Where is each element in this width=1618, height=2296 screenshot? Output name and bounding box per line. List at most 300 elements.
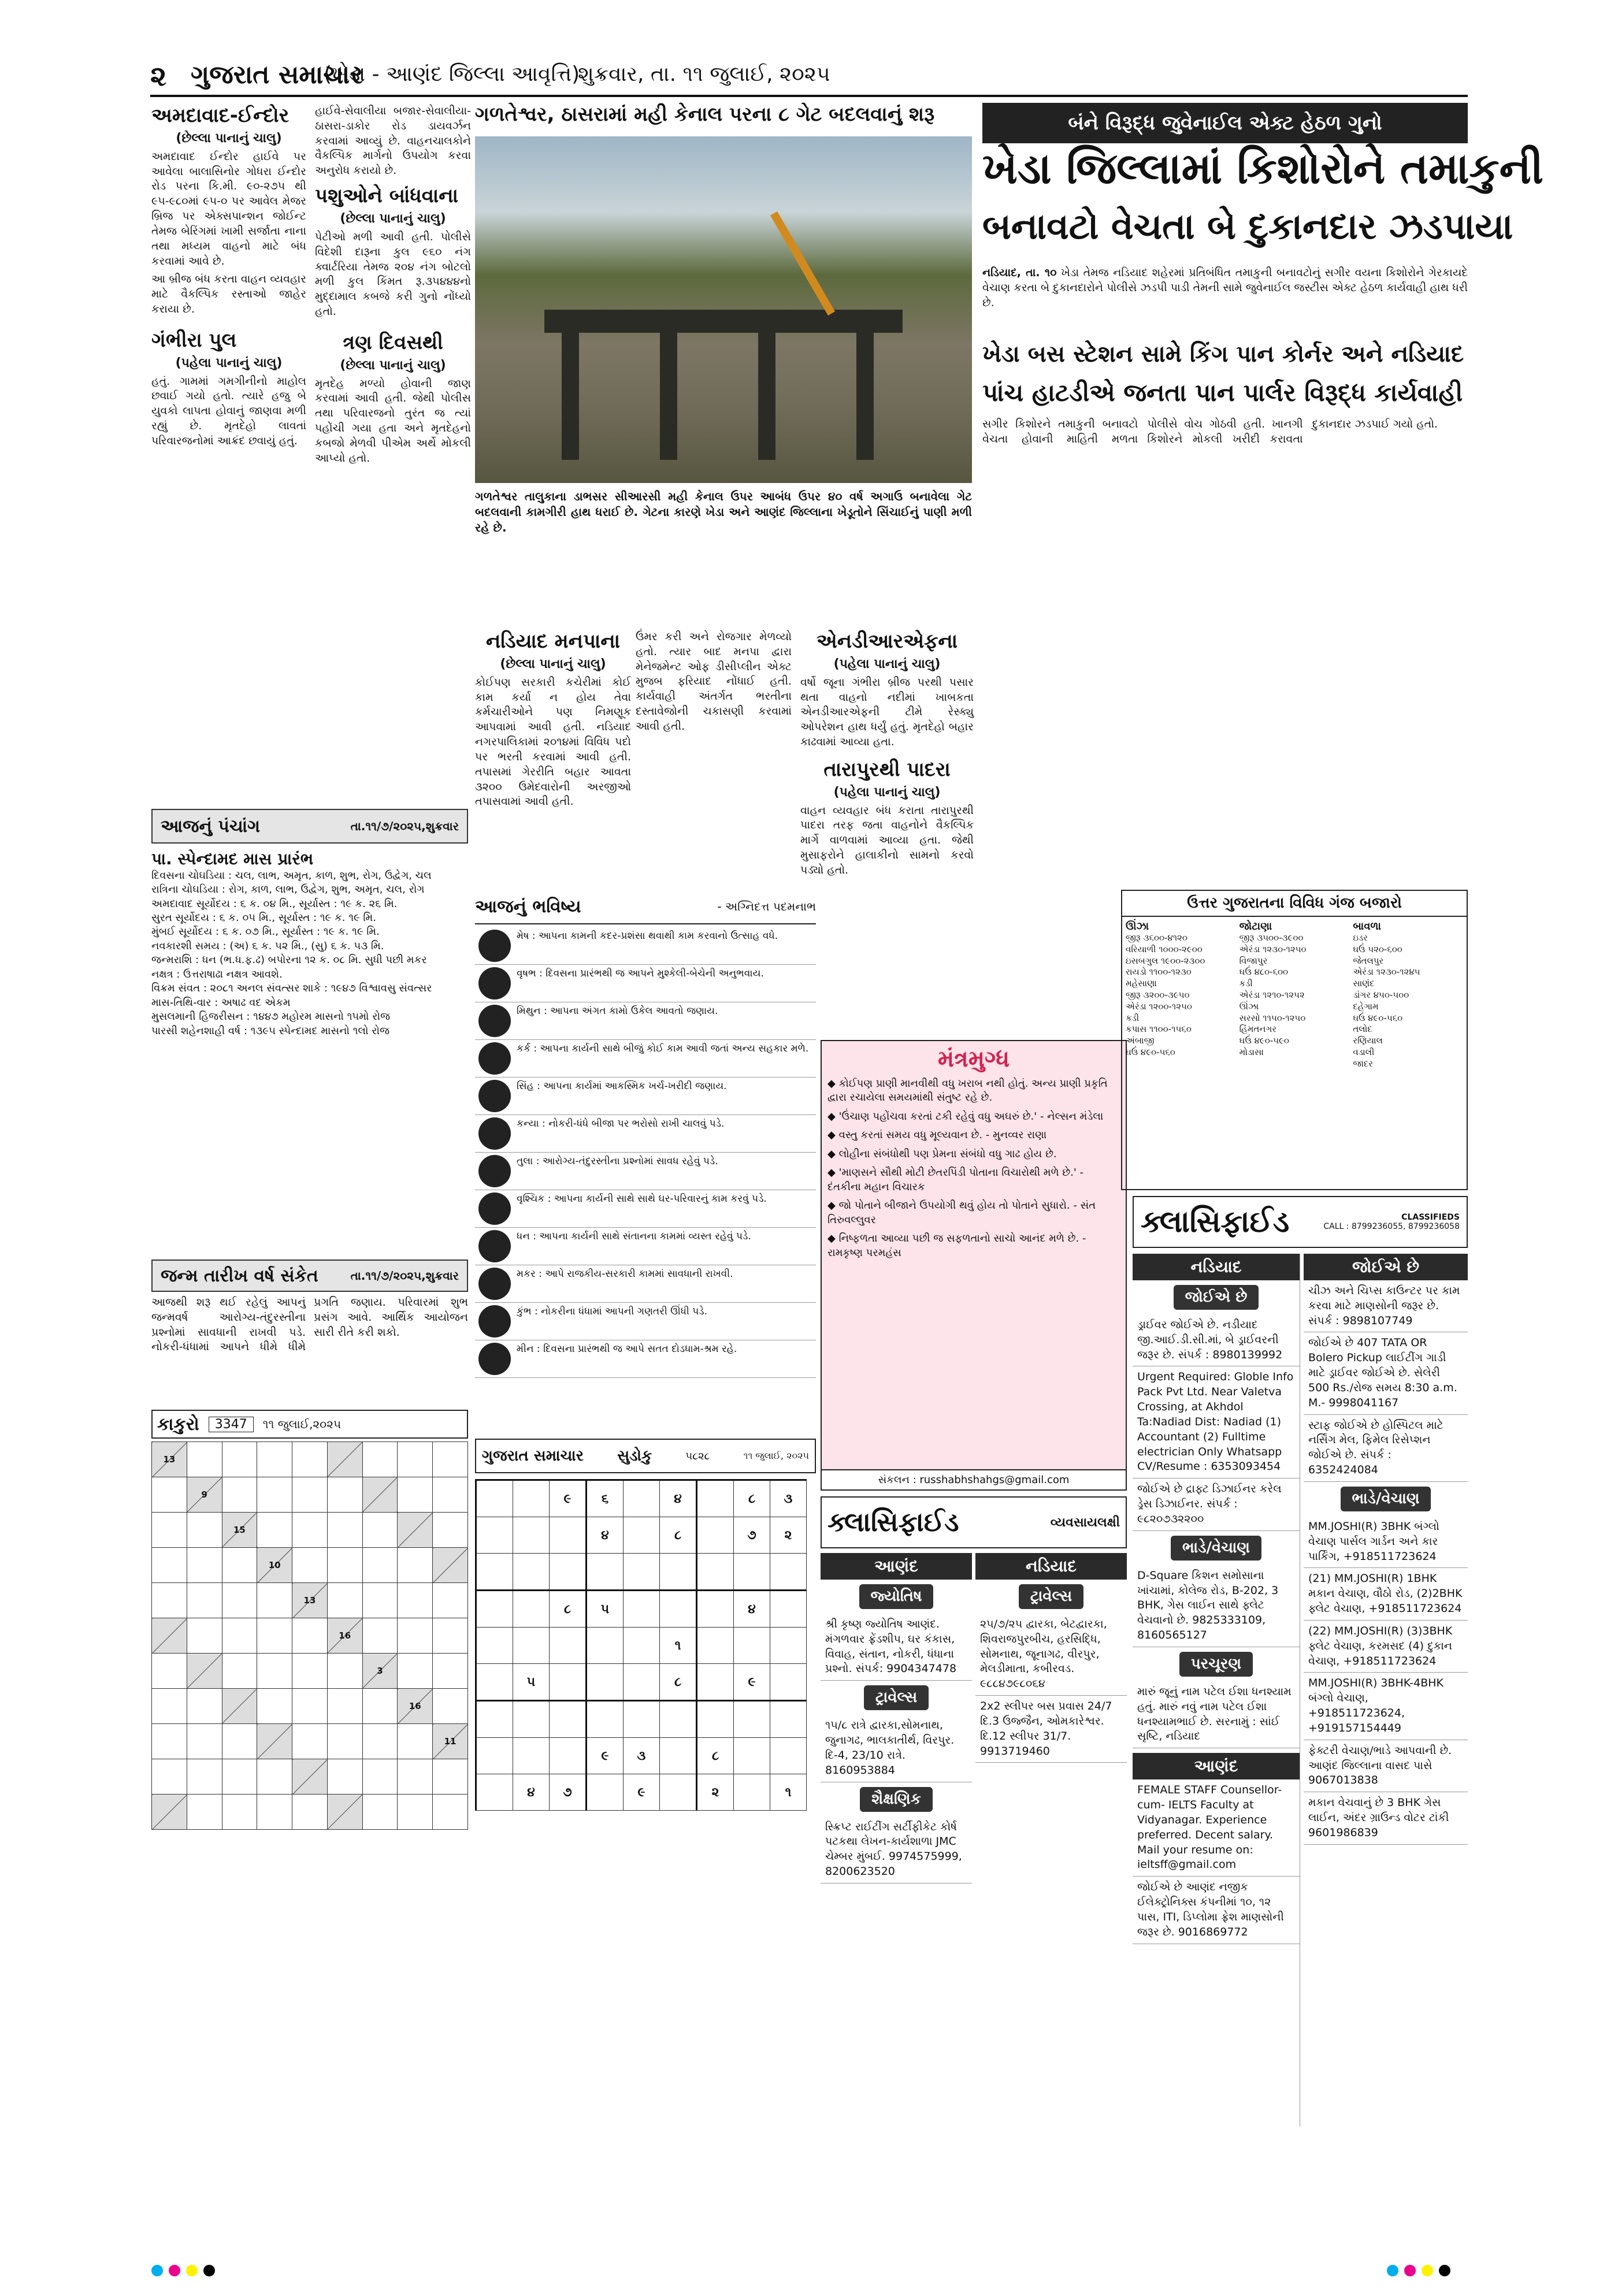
kakuro-cell[interactable] (362, 1795, 398, 1830)
rashi-row (475, 965, 816, 1002)
kakuro-cell[interactable] (292, 1724, 328, 1759)
sudoku-cell[interactable] (770, 1701, 807, 1738)
zodiac-icon (478, 1343, 511, 1375)
rashi-row (475, 1303, 816, 1340)
kakuro-cell[interactable] (433, 1513, 468, 1548)
sudoku-cell[interactable]: ૭ (550, 1774, 587, 1811)
color-registration-marks (151, 2265, 215, 2276)
mantra-item: ◆ 'ઉંચાણ પહોંચવા કરતાં ટકી રહેવું વધુ અઘરું છે.' - નેલ્સન મંડેલા (827, 1110, 1104, 1123)
sudoku-cell[interactable] (624, 1480, 660, 1517)
sudoku-cell[interactable] (587, 1628, 624, 1664)
kakuro-cell[interactable] (398, 1548, 433, 1583)
kakuro-cell[interactable] (152, 1724, 187, 1759)
classified-label: CLASSIFIEDS (1401, 1213, 1460, 1222)
classified-ad: FEMALE STAFF Counsellor- cum- IELTS Faculty at Vidyanagar. Experience preferred. Decent salary. Mail your resume on: ieltsff@gmail.com (1133, 1779, 1300, 1877)
rashi-row (475, 1078, 816, 1115)
rashi-author: - અગ્નિદત્ત પદમનાભ (717, 900, 816, 913)
lead-caption: ગળતેશ્વર તાલુકાના ડાભસર સીઆરસી મહી કેનાલ ઉપર આબંધ ઉપર ૪૦ વર્ષ અગાઉ બનાવેલા ગેટ બદલવાની કામગીરી હાથ ધરાઈ છે. ગેટના કારણે ખેડા અને આણંદ જિલ્લાના ખેડૂતોને સિંચાઈનું પાણી મળી રહે છે. (475, 489, 972, 535)
newspaper-title: ગુજરાત સમાચાર (191, 60, 363, 90)
kakuro-cell[interactable] (257, 1513, 292, 1548)
kakuro-cell[interactable] (398, 1724, 433, 1759)
rashi-text: મીન : દિવસના પ્રારંભથી જ આપે સતત દોડધામ-શ્રમ રહે. (517, 1343, 737, 1355)
sudoku-cell[interactable]: ૧ (660, 1628, 697, 1664)
classified-section-far-rent: ભાડે/વેચાણ (1341, 1487, 1431, 1511)
rashi-text: મેષ : આપના કામની કદર-પ્રશંસા થવાથી કામ કરવાનો ઉત્સાહ વધે. (517, 930, 778, 942)
rashi-row (475, 1153, 816, 1190)
sudoku-cell[interactable] (624, 1664, 660, 1701)
mantra-box (821, 1040, 1127, 1491)
kakuro-cell[interactable] (327, 1654, 362, 1689)
market-row: સાણંદ (1353, 978, 1375, 989)
kakuro-cell[interactable] (292, 1654, 328, 1689)
sudoku-cell[interactable] (550, 1664, 587, 1701)
sudoku-cell[interactable]: ૨ (770, 1517, 807, 1554)
kakuro-clue-cell (152, 1618, 187, 1654)
kakuro-cell[interactable] (398, 1795, 433, 1830)
sudoku-cell[interactable] (476, 1738, 513, 1774)
sudoku-cell[interactable] (476, 1517, 513, 1554)
sudoku-row (476, 1774, 807, 1811)
sudoku-cell[interactable] (476, 1774, 513, 1811)
kakuro-cell[interactable] (257, 1477, 292, 1513)
kakuro-clue-cell: 9 (187, 1477, 222, 1513)
kakuro-cell[interactable] (187, 1583, 222, 1618)
kakuro-cell[interactable] (257, 1654, 292, 1689)
kakuro-cell[interactable] (362, 1513, 398, 1548)
panchang-line: સુરત સૂર્યોદય : ૬ ક. ૦૫ મિ., સૂર્યાસ્ત : ૧૯ ક. ૧૯ મિ. (151, 912, 376, 924)
sudoku-cell[interactable]: ૭ (734, 1517, 770, 1554)
kakuro-cell[interactable] (187, 1442, 222, 1477)
rashi-text: તુલા : આરોગ્ય-તંદુરસ્તીના પ્રશ્નોમાં સાવધ રહેવું પડે. (517, 1156, 718, 1167)
market-row: દહેગામ (1353, 1001, 1379, 1012)
story-text: આ બ્રીજ બંધ કરતા વાહન વ્યવહાર માટે વૈકલ્પિક રસ્તાઓ જાહેર કરાયા છે. (151, 273, 306, 315)
market-row: ડાંગર ૪૫૦-૫૦૦ (1353, 989, 1409, 1000)
kakuro-cell[interactable] (222, 1618, 257, 1654)
kakuro-cell[interactable] (257, 1759, 292, 1795)
kakuro-cell[interactable] (398, 1477, 433, 1513)
market-row: સરસો ૧૧૫૦-૧૨૫૦ (1239, 1012, 1306, 1023)
sudoku-cell[interactable] (476, 1664, 513, 1701)
sudoku-row (476, 1480, 807, 1517)
sudoku-cell[interactable] (513, 1738, 550, 1774)
kakuro-cell[interactable] (187, 1689, 222, 1724)
classified-call: CALL : 8799236055, 8799236058 (1323, 1222, 1460, 1231)
side-story-text: ખેડા તેમજ નડિયાદ શહેરમાં પ્રતિબંધિત તમાકુની બનાવટોનું સગીર વયના કિશોરોને ગેરકાયદે વેચાણ કરતા બે દુકાનદારોને પોલીસે ઝડપી પાડી તેમની સામે જુવેનાઈલ જસ્ટીસ એક્ટ હેઠળ કાર્યવાહી હાથ ધરી છે. (982, 266, 1468, 309)
kakuro-cell[interactable] (362, 1583, 398, 1618)
sudoku-cell[interactable] (624, 1517, 660, 1554)
sudoku-cell[interactable] (697, 1480, 734, 1517)
sudoku-cell[interactable] (587, 1701, 624, 1738)
sudoku-cell[interactable] (697, 1664, 734, 1701)
classified-location: નડિયાદ (1133, 1254, 1300, 1280)
kakuro-cell[interactable] (433, 1759, 468, 1795)
kakuro-cell[interactable] (327, 1477, 362, 1513)
market-row: ઘઉં ૪૯૦-૫૯૦ (1239, 1035, 1289, 1046)
sudoku-cell[interactable] (587, 1664, 624, 1701)
rashi-text: મિથુન : આપના અંગત કામો ઉકેલ આવતો જણાય. (517, 1005, 718, 1017)
panchang-body (151, 849, 468, 1254)
sudoku-cell[interactable] (660, 1554, 697, 1591)
classified-bottom-header (821, 1496, 1127, 1548)
kakuro-clue-cell: 16 (398, 1689, 433, 1724)
kakuro-cell[interactable] (292, 1795, 328, 1830)
ndrf-story (800, 630, 974, 884)
sudoku-cell[interactable] (734, 1701, 770, 1738)
sudoku-cell[interactable]: ૫ (587, 1591, 624, 1628)
story-text: પેટીઓ મળી આવી હતી. પોલીસે વિદેશી દારૂના કુલ ૯૬૦ નંગ ક્વાર્ટરિયા તેમજ ૨૦૪ નંગ બોટલો મળી કુલ કિંમત રૂ.૩૫૪૪૪નો મુદ્દામાલ કબજે કરી ગુનો નોંધ્યો હતો. (315, 230, 471, 318)
kakuro-cell[interactable] (222, 1583, 257, 1618)
kakuro-cell[interactable] (327, 1583, 362, 1618)
sudoku-cell[interactable] (734, 1738, 770, 1774)
classified-ad: ૨૫/૭/૨૫ દ્વારકા, બેટદ્વારકા, શિવરાજપુરબીચ, હરસિદ્ધિ, સોમનાથ, જૂનાગઢ, વીરપુર, મેલડીમાતા, કબીરવડ. ૯૮૮૪૭૯૮૦૬૪ (975, 1614, 1127, 1696)
sudoku-cell[interactable] (660, 1701, 697, 1738)
classified-section: જોઈએ છે (1174, 1285, 1259, 1310)
sudoku-cell[interactable] (660, 1738, 697, 1774)
panchang-banner (151, 809, 468, 844)
kakuro-table[interactable] (151, 1441, 468, 1830)
kakuro-cell[interactable] (362, 1618, 398, 1654)
sudoku-cell[interactable] (624, 1628, 660, 1664)
kakuro-cell[interactable] (152, 1689, 187, 1724)
kakuro-cell[interactable] (433, 1654, 468, 1689)
kakuro-cell[interactable] (362, 1724, 398, 1759)
sudoku-cell[interactable] (550, 1628, 587, 1664)
sudoku-cell[interactable] (476, 1480, 513, 1517)
sudoku-head: સુડોકુ (617, 1447, 652, 1465)
market-column (1240, 920, 1350, 1070)
kakuro-cell[interactable] (222, 1654, 257, 1689)
ndrf-story-head: એનડીઆરએફના (816, 630, 958, 653)
rashi-text: ધન : આપના કાર્યની સાથે સંતાનના કામમાં વ્યસ્ત રહેવું પડે. (517, 1231, 751, 1242)
panchang-lines (151, 869, 468, 1039)
sudoku-cell[interactable] (624, 1591, 660, 1628)
nadiad-story-head: નડિયાદ મનપાના (485, 630, 621, 653)
kakuro-cell[interactable] (327, 1724, 362, 1759)
kakuro-cell[interactable] (187, 1724, 222, 1759)
market-column (1126, 920, 1236, 1070)
sudoku-cell[interactable]: ૮ (660, 1517, 697, 1554)
kakuro-cell[interactable] (398, 1618, 433, 1654)
sudoku-cell[interactable] (476, 1701, 513, 1738)
sudoku-cell[interactable]: ૯ (734, 1664, 770, 1701)
rashi-text: વૃષભ : દિવસના પ્રારંભથી જ આપને મુશ્કેલી-બેચેની અનુભવાય. (517, 968, 764, 979)
kakuro-cell[interactable] (362, 1548, 398, 1583)
classified-tab-nadiad: નડિયાદ (975, 1553, 1127, 1580)
kakuro-cell[interactable] (327, 1548, 362, 1583)
left-column (151, 104, 306, 797)
sudoku-cell[interactable]: ૮ (550, 1591, 587, 1628)
panchang-line: રાત્રિના ચોઘડિયા : રોગ, કાળ, લાભ, ઉદ્વેગ, શુભ, અમૃત, ચલ, રોગ (151, 883, 425, 896)
market-row: ઇડર (1353, 932, 1368, 943)
sudoku-cell[interactable]: ૮ (697, 1738, 734, 1774)
kakuro-cell[interactable] (222, 1442, 257, 1477)
kakuro-cell[interactable] (292, 1689, 328, 1724)
sudoku-cell[interactable] (770, 1738, 807, 1774)
mantra-item: ◆ 'માણસને સૌથી મોટી છેતરપિંડી પોતાના વિચારોથી મળે છે.' - દંતકીના મહાન વિચારક (827, 1166, 1084, 1193)
continued-label: (પહેલા પાનાનું ચાલુ) (833, 785, 941, 800)
classified-section-far: જોઈએ છે (1304, 1254, 1468, 1280)
sudoku-cell[interactable] (513, 1517, 550, 1554)
kakuro-cell[interactable] (152, 1654, 187, 1689)
kakuro-cell[interactable] (152, 1477, 187, 1513)
kakuro-cell[interactable] (433, 1795, 468, 1830)
rashi-header (475, 890, 816, 924)
kakuro-cell[interactable] (327, 1513, 362, 1548)
mantra-item: ◆ જો પોતાને બીજાને ઉપયોગી થવું હોય તો પોતાને સુધારો. - સંત તિરુવલ્લુવર (827, 1199, 1096, 1226)
classified-ad: જોઈએ છે આણંદ નજીક ઈલેક્ટ્રોનિક્સ કંપનીમાં ૧૦, ૧૨ પાસ, ITI, ડિપ્લોમા ફ્રેશ માણસોની જરૂર છે. 9016869772 (1133, 1877, 1300, 1944)
sudoku-cell[interactable] (697, 1591, 734, 1628)
sudoku-brand: ગુજરાત સમાચાર (482, 1447, 584, 1465)
sudoku-cell[interactable]: ૪ (734, 1591, 770, 1628)
story-text: મૃતદેહ મળ્યો હોવાની જાણ કરવામાં આવી હતી. જેથી પોલીસ તથા પરિવારજનો તુરંત જ ત્યાં પહોંચી ગયા હતા અને મૃતદેહનો કબજો મેળવી પીએમ અર્થે મોકલી આપ્યો હતો. (315, 377, 471, 465)
classified-astro: જ્યોતિષ (859, 1584, 934, 1609)
sudoku-cell[interactable] (476, 1591, 513, 1628)
side-story-body (982, 266, 1468, 341)
kakuro-cell[interactable] (257, 1795, 292, 1830)
kakuro-clue-cell: 16 (327, 1618, 362, 1654)
market-row: ઘઉં ૫૨૦-૬૦૦ (1353, 943, 1402, 954)
kakuro-row (152, 1759, 468, 1795)
kakuro-cell[interactable] (257, 1689, 292, 1724)
classified-ads (1133, 1779, 1300, 1944)
sudoku-cell[interactable] (513, 1591, 550, 1628)
kakuro-cell[interactable] (292, 1618, 328, 1654)
sudoku-cell[interactable] (624, 1554, 660, 1591)
kakuro-cell[interactable] (398, 1759, 433, 1795)
sudoku-cell[interactable] (513, 1628, 550, 1664)
story-three-days-head: ત્રણ દિવસથી (343, 330, 443, 354)
zodiac-icon (478, 1192, 511, 1225)
market-row: જીરૂ ૩૬૦૦-૪૧૨૦ (1126, 932, 1187, 943)
kakuro-cell[interactable] (292, 1442, 328, 1477)
sudoku-cell[interactable]: ૯ (587, 1738, 624, 1774)
kakuro-cell[interactable] (187, 1618, 222, 1654)
panchang-line: અમદાવાદ સૂર્યોદય : ૬ ક. ૦૪ મિ., સૂર્યાસ્ત : ૧૯ ક. ૨૬ મિ. (151, 897, 398, 910)
kakuro-row (152, 1477, 468, 1513)
kakuro-cell[interactable] (433, 1583, 468, 1618)
sudoku-cell[interactable]: ૩ (770, 1480, 807, 1517)
panchang-line: માસ-તિથિ-વાર : અષાઢ વદ એકમ (151, 996, 291, 1009)
kakuro-clue-cell (292, 1759, 328, 1795)
market-title: જોટાણા (1239, 920, 1272, 932)
sudoku-cell[interactable]: ૨ (697, 1774, 734, 1811)
continued-label: (છેલ્લા પાનાનું ચાલુ) (340, 358, 446, 373)
rashi-head: આજનું ભવિષ્ય (475, 896, 581, 917)
market-column (1353, 920, 1463, 1070)
market-row: કડી (1239, 978, 1253, 989)
zodiac-icon (478, 967, 511, 1000)
kakuro-cell[interactable] (292, 1513, 328, 1548)
kakuro-clue-cell: 15 (222, 1513, 257, 1548)
classified-ad: મારું જૂનું નામ પટેલ ઈશા ધનશ્યામ હતું. મારું નવું નામ પટેલ ઈશા ધનશ્યામભાઈ છે. સરનામું : સાંઈ સૃષ્ટિ, નડિયાદ (1133, 1681, 1300, 1748)
sudoku-cell[interactable] (697, 1628, 734, 1664)
sudoku-header (475, 1439, 816, 1473)
market-row: એરંડા ૧૨૦૦-૧૨૫૦ (1126, 1001, 1192, 1012)
sudoku-cell[interactable]: ૪ (660, 1480, 697, 1517)
sudoku-cell[interactable] (624, 1701, 660, 1738)
sudoku-cell[interactable] (697, 1517, 734, 1554)
sudoku-cell[interactable]: ૮ (660, 1664, 697, 1701)
sudoku-cell[interactable] (513, 1554, 550, 1591)
market-row: મોડાસા (1239, 1046, 1264, 1057)
classified-col-a (1133, 1254, 1300, 2126)
kakuro-cell[interactable] (362, 1442, 398, 1477)
sudoku-cell[interactable]: ૬ (587, 1480, 624, 1517)
kakuro-cell[interactable] (433, 1477, 468, 1513)
kakuro-cell[interactable] (433, 1689, 468, 1724)
sudoku-number: ૫૮૨૮ (685, 1450, 710, 1462)
kakuro-cell[interactable] (222, 1795, 257, 1830)
classified-ad: ફેક્ટરી વેચાણ/ભાડે આપવાની છે. આણંદ જિલ્લાના વાસદ પાસે 9067013838 (1304, 1740, 1468, 1792)
sudoku-table[interactable] (475, 1479, 807, 1811)
sudoku-row (476, 1664, 807, 1701)
kakuro-clue-cell: 10 (257, 1548, 292, 1583)
market-row: વરિયાળી ૧૦૦૦-૨૯૦૦ (1126, 943, 1203, 954)
rashi-row (475, 1190, 816, 1228)
kakuro-clue-cell (222, 1689, 257, 1724)
edition-label: (ખેડા - આણંદ જિલ્લા આવૃત્તિ) (324, 62, 580, 86)
market-title: બાવળા (1353, 920, 1381, 932)
sudoku-cell[interactable] (587, 1554, 624, 1591)
sudoku-cell[interactable] (476, 1628, 513, 1664)
kakuro-cell[interactable] (292, 1548, 328, 1583)
zodiac-icon (478, 1005, 511, 1037)
sudoku-cell[interactable]: ૫ (513, 1664, 550, 1701)
story-ahmedabad-indore-head: અમદાવાદ-ઈન્દોર (151, 104, 290, 127)
kakuro-cell[interactable] (257, 1442, 292, 1477)
sudoku-cell[interactable] (697, 1554, 734, 1591)
classified-section-rent: ભાડે/વેચાણ (1171, 1536, 1261, 1561)
kakuro-cell[interactable] (187, 1548, 222, 1583)
continued-label: (પહેલા પાનાનું ચાલુ) (833, 656, 941, 671)
sudoku-cell[interactable] (770, 1554, 807, 1591)
sudoku-cell[interactable] (660, 1774, 697, 1811)
sudoku-cell[interactable] (697, 1701, 734, 1738)
kakuro-cell[interactable] (362, 1759, 398, 1795)
sudoku-cell[interactable] (660, 1591, 697, 1628)
panchang-line: દિવસના ચોઘડિયા : ચલ, લાભ, અમૃત, કાળ, શુભ, રોગ, ઉદ્વેગ, ચલ (151, 869, 432, 882)
sudoku-grid[interactable] (475, 1479, 816, 1803)
classified-ad: જોઈએ છે 407 TATA OR Bolero Pickup લાઈટીંગ ગાડી માટે ડ્રાઈવર જોઈએ છે. સેલેરી 500 Rs./રોજ સમય 8:30 a.m. M.- 9998041167 (1304, 1332, 1468, 1414)
market-row: ઘઉં ૪૯૦-૫૬૦ (1126, 1046, 1175, 1057)
kakuro-cell[interactable] (398, 1654, 433, 1689)
kakuro-cell[interactable] (152, 1548, 187, 1583)
classified-bottom-col-b (975, 1553, 1127, 2125)
continued-label: (છેલ્લા પાનાનું ચાલુ) (500, 656, 606, 671)
sudoku-cell[interactable]: ૯ (624, 1774, 660, 1811)
kakuro-cell[interactable] (433, 1618, 468, 1654)
kakuro-clue-cell: 13 (292, 1583, 328, 1618)
kakuro-cell[interactable] (222, 1548, 257, 1583)
kakuro-cell[interactable] (292, 1477, 328, 1513)
kakuro-date: ૧૧ જુલાઈ,૨૦૨૫ (262, 1417, 342, 1431)
kakuro-cell[interactable] (152, 1583, 187, 1618)
classified-ads (1133, 1314, 1300, 1531)
kakuro-cell[interactable] (222, 1477, 257, 1513)
kakuro-cell[interactable] (152, 1759, 187, 1795)
sudoku-cell[interactable] (770, 1591, 807, 1628)
sudoku-cell[interactable] (513, 1701, 550, 1738)
birthday-head: જન્મ તારીખ વર્ષ સંકેત (161, 1265, 318, 1286)
classified-section-misc: પરચૂરણ (1179, 1652, 1253, 1677)
kakuro-row (152, 1583, 468, 1618)
market-row: અંબાજી (1126, 1035, 1155, 1046)
classified-ads (1133, 1565, 1300, 1647)
sudoku-row (476, 1738, 807, 1774)
panchang-line: વિક્રમ સંવત : ૨૦૮૧ અનલ સંવત્સર શાકે : ૧૯૪૭ વિશ્વાવસુ સંવત્સર (151, 982, 432, 995)
kakuro-cell[interactable] (257, 1583, 292, 1618)
rashi-row (475, 1115, 816, 1153)
sudoku-cell[interactable] (734, 1554, 770, 1591)
sudoku-cell[interactable] (587, 1774, 624, 1811)
sudoku-cell[interactable]: ૪ (513, 1774, 550, 1811)
sudoku-cell[interactable] (550, 1738, 587, 1774)
markets-box (1121, 890, 1468, 1190)
kakuro-cell[interactable] (433, 1442, 468, 1477)
kakuro-grid[interactable] (151, 1441, 468, 1834)
kakuro-cell[interactable] (398, 1583, 433, 1618)
sudoku-cell[interactable] (734, 1628, 770, 1664)
sudoku-cell[interactable]: ૩ (624, 1738, 660, 1774)
classified-edu: શૈક્ષણિક (860, 1787, 933, 1812)
masthead (0, 0, 1618, 92)
issue-date: શુક્રવાર, તા. ૧૧ જુલાઈ, ૨૦૨૫ (578, 62, 830, 86)
kakuro-cell[interactable] (187, 1513, 222, 1548)
kakuro-row (152, 1442, 468, 1477)
kakuro-row (152, 1724, 468, 1759)
classified-brand: ક્લાસિફાઈડ (1141, 1204, 1290, 1239)
panchang-line: જન્મરાશિ : ધન (ભ.ધ.ફ.ઢ) બપોરના ૧૨ ક. ૦૮ મિ. સુધી પછી મકર (151, 954, 427, 967)
sudoku-cell[interactable] (550, 1554, 587, 1591)
sudoku-cell[interactable] (770, 1628, 807, 1664)
sudoku-cell[interactable]: ૯ (550, 1480, 587, 1517)
kakuro-clue-cell (398, 1513, 433, 1548)
sudoku-cell[interactable] (550, 1701, 587, 1738)
kakuro-cell[interactable] (222, 1724, 257, 1759)
kakuro-cell[interactable] (257, 1618, 292, 1654)
sudoku-cell[interactable]: ૪ (587, 1517, 624, 1554)
zodiac-icon (478, 1230, 511, 1262)
zodiac-icon (478, 930, 511, 962)
sudoku-cell[interactable]: ૮ (734, 1480, 770, 1517)
rashi-row (475, 1340, 816, 1378)
kakuro-cell[interactable] (398, 1442, 433, 1477)
rashi-text: મકર : આપે રાજકીય-સરકારી કામમાં સાવધાની રાખવી. (517, 1268, 733, 1280)
panchang-date: તા.૧૧/૭/૨૦૨૫,શુક્રવાર (350, 819, 459, 833)
kakuro-cell[interactable] (362, 1689, 398, 1724)
masthead-rule (150, 95, 1468, 97)
panchang-line: મુસલમાની હિજરીસન : ૧૪૪૭ મહોરમ માસનો ૧૫મો રોજ (151, 1010, 390, 1023)
sudoku-cell[interactable] (550, 1517, 587, 1554)
sudoku-cell[interactable] (734, 1774, 770, 1811)
sudoku-row (476, 1517, 807, 1554)
kakuro-cell[interactable] (327, 1689, 362, 1724)
sudoku-cell[interactable] (476, 1554, 513, 1591)
classified-ad: ૧૫/૮ રાત્રે દ્વારકા,સોમનાથ, જુનાગઢ, ભાલકાતીર્થ, વિરપુર. દિ-4, 23/10 રાત્રે. 8160953884 (821, 1715, 972, 1782)
zodiac-icon (478, 1155, 511, 1187)
market-row: જીરૂ ૩૫૦૦-૩૯૦૦ (1239, 932, 1304, 943)
classified-ads (1304, 1516, 1468, 1845)
kakuro-cell[interactable] (187, 1759, 222, 1795)
sudoku-cell[interactable]: ૧ (770, 1774, 807, 1811)
kakuro-cell[interactable] (152, 1513, 187, 1548)
kakuro-cell[interactable] (327, 1759, 362, 1795)
sudoku-cell[interactable] (770, 1664, 807, 1701)
kakuro-cell[interactable] (187, 1795, 222, 1830)
kakuro-cell[interactable] (222, 1759, 257, 1795)
mantra-item: ◆ નિષ્ફળતા આવ્યા પછી જ સફળતાનો સાચો આનંદ મળે છે. - રામકૃષ્ણ પરમહંસ (827, 1232, 1086, 1259)
sudoku-cell[interactable] (513, 1480, 550, 1517)
